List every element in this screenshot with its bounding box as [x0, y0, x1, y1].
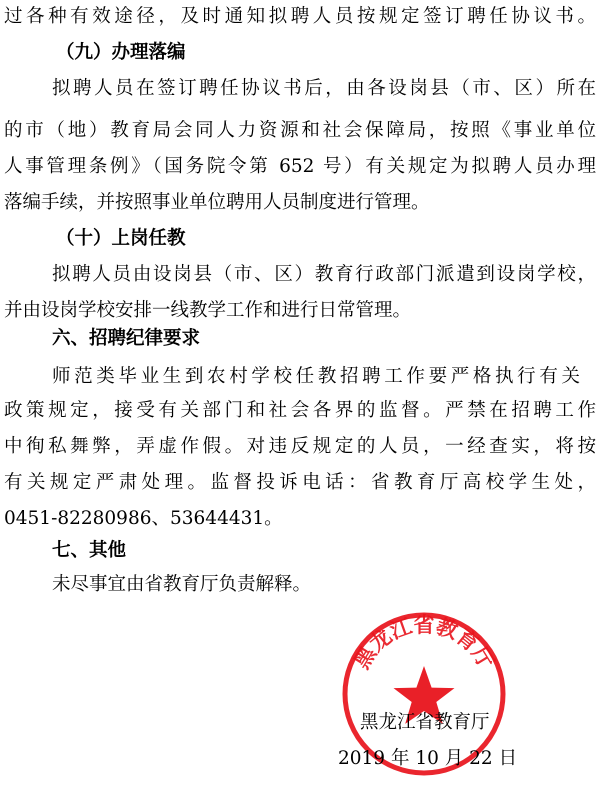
signature-organization: 黑龙江省教育厅	[360, 712, 490, 733]
paragraph-line: 落编手续，并按照事业单位聘用人员制度进行管理。	[4, 192, 430, 213]
paragraph-line: 中徇私舞弊，弄虚作假。对违反规定的人员，一经查实，将按	[4, 436, 596, 457]
intro-line: 过各种有效途径，及时通知拟聘人员按规定签订聘任协议书。	[4, 6, 596, 27]
svg-text:黑龙江省教育厅	[350, 613, 499, 673]
heading-section-10: （十）上岗任教	[56, 228, 186, 249]
paragraph-line: 师范类毕业生到农村学校任教招聘工作要严格执行有关	[52, 366, 580, 387]
seal-text: 黑龙江省教育厅	[349, 612, 499, 673]
heading-section-9: （九）办理落编	[56, 42, 186, 63]
paragraph-line: 拟聘人员在签订聘任协议书后，由各设岗县（市、区）所在	[52, 78, 596, 99]
paragraph-line: 的市（地）教育局会同人力资源和社会保障局，按照《事业单位	[4, 120, 596, 141]
heading-section-7: 七、其他	[52, 540, 127, 561]
paragraph-line: 0451-82280986、53644431。	[4, 508, 283, 529]
paragraph-line: 并由设岗学校安排一线教学工作和进行日常管理。	[4, 300, 412, 321]
paragraph-line: 有关规定严肃处理。监督投诉电话：省教育厅高校学生处，	[4, 472, 596, 493]
paragraph-line: 人事管理条例》（国务院令第 652 号）有关规定为拟聘人员办理	[4, 156, 596, 177]
paragraph-line: 政策规定，接受有关部门和社会各界的监督。严禁在招聘工作	[4, 400, 596, 421]
signature-date: 2019 年 10 月 22 日	[338, 748, 518, 769]
paragraph-line: 拟聘人员由设岗县（市、区）教育行政部门派遣到设岗学校，	[52, 264, 596, 285]
paragraph-line: 未尽事宜由省教育厅负责解释。	[52, 574, 312, 595]
heading-section-6: 六、招聘纪律要求	[52, 328, 201, 349]
